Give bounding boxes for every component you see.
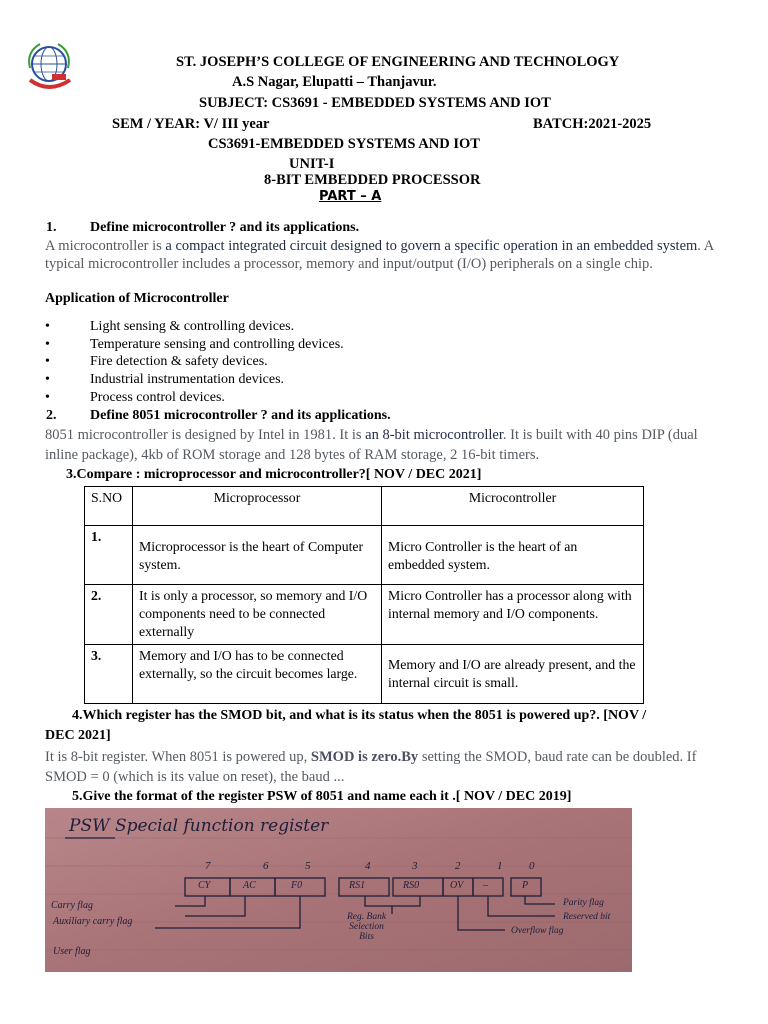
label-user-flag: User flag <box>53 946 91 957</box>
comparison-table <box>84 486 644 704</box>
table-header-row <box>85 487 644 526</box>
q5-question: 5.Give the format of the register PSW of 8051 and name each it .[ NOV / DEC 2019] <box>72 789 572 804</box>
q1-answer: A microcontroller is a compact integrated circuit designed to govern a specific operation in an embedded system. A typical microcontroller includes a processor, memory and input/output (I/O) peripherals on a single chip. <box>45 238 714 272</box>
q4-question-line1: 4.Which register has the SMOD bit, and what is its status when the 8051 is powered up?. [NOV / <box>72 708 647 723</box>
row-microprocessor: Memory and I/O has to be connected externally, so the circuit becomes large. <box>133 645 382 704</box>
q1-answer-link[interactable]: a compact integrated circuit designed to govern a specific operation in an embedded system <box>165 238 698 254</box>
list-item: • Process control devices. <box>45 389 225 405</box>
table-row <box>85 585 644 645</box>
q4-answer: It is 8-bit register. When 8051 is powered up, SMOD is zero.By setting the SMOD, baud rate can be doubled. If SMOD = 0 (which is its value on reset), the baud ... <box>45 749 697 785</box>
row-sno: 3. <box>85 645 133 704</box>
psw-title: PSW Special function register <box>69 816 329 836</box>
unit-title: 8-BIT EMBEDDED PROCESSOR <box>264 172 481 188</box>
unit-number: UNIT-I <box>289 156 335 172</box>
label-overflow-flag: Overflow flag <box>511 926 564 936</box>
label-carry-flag: Carry flag <box>51 900 93 911</box>
label-reserved-bit: Reserved bit <box>563 912 611 922</box>
label-parity-flag: Parity flag <box>563 898 604 908</box>
q2-number: 2. <box>46 408 57 423</box>
header-sno: S.NO <box>85 487 133 526</box>
q4-question-line2: DEC 2021] <box>45 728 111 743</box>
q2-answer: 8051 microcontroller is designed by Intel in 1981. It is an 8-bit microcontroller. It is built with 40 pins DIP (dual inline package), 4kb of ROM storage and 128 bytes of RAM storage, 2 16-bit timers. <box>45 427 698 463</box>
q1-number: 1. <box>46 220 57 235</box>
q1-question: Define microcontroller ? and its applications. <box>90 220 360 235</box>
list-item: • Fire detection & safety devices. <box>45 354 268 370</box>
row-microcontroller: Micro Controller is the heart of an embedded system. <box>382 526 644 585</box>
subject-line: SUBJECT: CS3691 - EMBEDDED SYSTEMS AND IOT <box>199 95 551 111</box>
list-item: • Light sensing & controlling devices. <box>45 319 295 334</box>
header-microprocessor: Microprocessor <box>133 487 382 526</box>
label-reg-bank: Reg. Bank Selection Bits <box>347 912 387 942</box>
college-name: ST. JOSEPH’S COLLEGE OF ENGINEERING AND TECHNOLOGY <box>176 54 620 70</box>
row-microcontroller: Micro Controller has a processor along with internal memory and I/O components. <box>382 585 644 645</box>
q1-app-heading: Application of Microcontroller <box>45 291 229 306</box>
row-microprocessor: It is only a processor, so memory and I/O components need to be connected externally <box>133 585 382 645</box>
psw-bit-numbers: 7 6 5 4 3 2 1 0 <box>205 860 535 872</box>
q2-answer-link[interactable]: an 8-bit microcontroller <box>365 427 503 443</box>
q1-application-list <box>45 319 344 407</box>
q3-question: 3.Compare : microprocessor and microcontroller?[ NOV / DEC 2021] <box>66 467 482 482</box>
part-heading: PART – A <box>319 189 382 204</box>
table-row <box>85 645 644 704</box>
header-microcontroller: Microcontroller <box>382 487 644 526</box>
course-title: CS3691-EMBEDDED SYSTEMS AND IOT <box>208 136 480 152</box>
college-logo <box>22 38 80 96</box>
list-item: • Industrial instrumentation devices. <box>45 372 285 388</box>
psw-register-photo <box>45 808 632 972</box>
college-address: A.S Nagar, Elupatti – Thanjavur. <box>232 74 437 90</box>
row-sno: 1. <box>85 526 133 585</box>
list-item: • Temperature sensing and controlling devices. <box>45 336 344 352</box>
sem-year: SEM / YEAR: V/ III year <box>112 116 270 132</box>
batch: BATCH:2021-2025 <box>533 116 652 132</box>
row-microcontroller: Memory and I/O are already present, and the internal circuit is small. <box>382 645 644 704</box>
row-sno: 2. <box>85 585 133 645</box>
psw-bits: CY AC F0 RS1 RS0 OV – P <box>198 880 529 891</box>
table-row <box>85 526 644 585</box>
q2-question: Define 8051 microcontroller ? and its applications. <box>90 408 391 423</box>
row-microprocessor: Microprocessor is the heart of Computer system. <box>133 526 382 585</box>
label-aux-carry: Auxiliary carry flag <box>53 916 133 927</box>
